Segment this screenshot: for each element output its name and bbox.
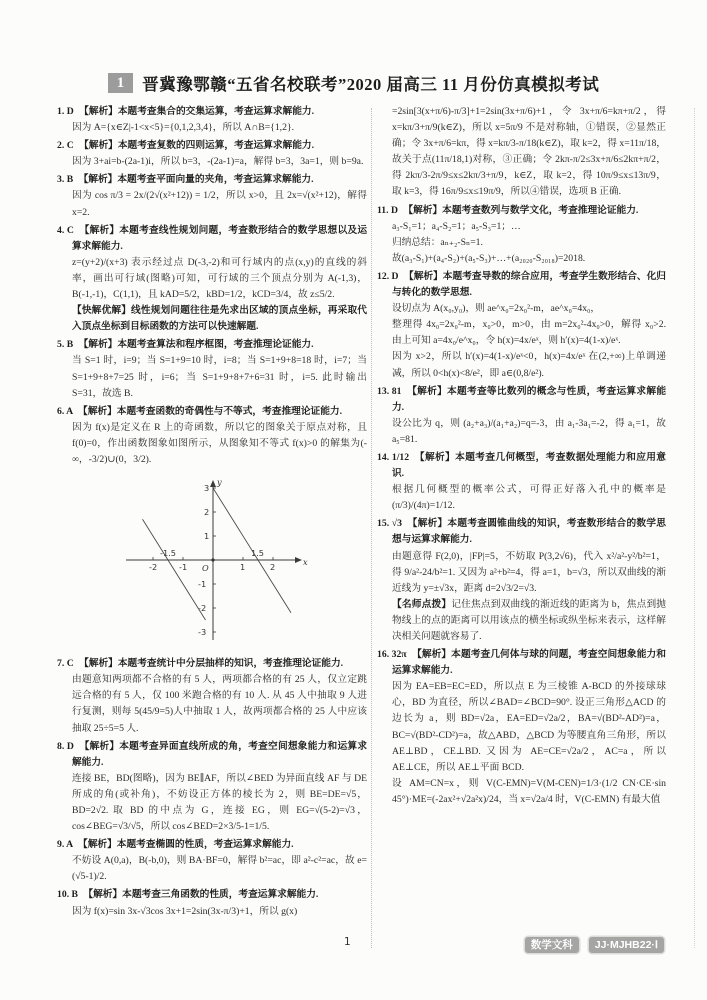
solution-paragraph: 由题意知两项都不合格的有 5 人，两项都合格的有 25 人，仅立定跳远合格的有 5 人，仅 100 米跑合格的有 10 人. 从 45 人中抽取 9 人进行复测，则每 5(45/9=5)人中抽取 1 人，故两项都合格的 25 人中应该抽取 25÷5=5 人. xyxy=(72,674,367,734)
solution-paragraph: =2sin[3(x+π/6)-π/3]+1=2sin(3x+π/6)+1，令 3x+π/6=kπ+π/2，得 x=kπ/3+π/9(k∈Z)，所以 x=5π/9 不是对称轴，①错误，②显然正确；令 3x+π/6=kπ，得 x=kπ/3-π/18(k∈Z)，取 k=2，得 x=11π/18，故关于点(11π/18,1)对称，③正确；令 2kπ-π/2≤3x+π/6≤2kπ+π/2，得 2kπ/3-2π/9≤x≤2kπ/3+π/9，k∈Z，取 k=2，得 10π/9≤x≤13π/9，取 k=3，得 16π/9≤x≤19π/9，所以④错误，选项 B 正确. xyxy=(392,106,666,198)
item-topic: 【解析】本题考查三角函数的性质，考查运算求解能力. xyxy=(83,889,319,901)
subject-badge: 数学文科 xyxy=(525,937,579,953)
origin-point xyxy=(211,558,214,561)
item-number-answer: 12. D xyxy=(377,270,401,282)
y-tick-label: -2 xyxy=(198,603,207,614)
item-head xyxy=(377,647,666,679)
odd-function-graph xyxy=(112,472,312,647)
y-tick-label: -3 xyxy=(198,627,207,638)
answer-item xyxy=(57,887,367,919)
note-label: 【快解优解】 xyxy=(72,305,132,317)
answer-item xyxy=(57,739,367,836)
item-head xyxy=(57,404,367,420)
note-label: 【名师点拨】 xyxy=(392,598,452,610)
y-tick-label: 2 xyxy=(204,507,210,518)
solution-paragraph: 因为 f(x)是定义在 R 上的奇函数，所以它的图象关于原点对称，且 f(0)=0，作出函数图象如图所示，从图象知不等式 f(x)>0 的解集为(-∞，-3/2)∪(0，3/2). xyxy=(72,421,367,465)
item-topic: 【解析】本题考查几何体与球的问题，考查空间想象能力和运算求解能力. xyxy=(392,649,666,677)
item-number-answer: 2. C xyxy=(57,140,77,152)
solution-paragraph: a₃-S₁=1；a₄-S₂=1；a₅-S₃=1；… xyxy=(392,220,521,232)
footer-badges xyxy=(519,935,664,953)
item-number-answer: 14. 1/12 xyxy=(377,451,412,463)
answer-item xyxy=(377,647,666,808)
note-paragraph: 【快解优解】线性规划问题往往是先求出区域的顶点坐标，再采取代入顶点坐标到目标函数的方法可以快速解题. xyxy=(72,305,367,333)
page-title: 晋冀豫鄂赣“五省名校联考”2020 届高三 11 月份仿真模拟考试 xyxy=(142,75,600,94)
item-number-answer: 11. D xyxy=(377,204,401,216)
answer-item xyxy=(57,223,367,336)
item-topic: 【解析】本题考查线性规划问题，考查数形结合的数学思想以及运算求解能力. xyxy=(72,224,368,252)
solution-paragraph: 因为 cos π/3 = 2x/(2√(x²+12)) = 1/2，所以 x>0，且 2x=√(x²+12)，解得 x=2. xyxy=(72,190,367,218)
x-tick-label: 1 xyxy=(240,562,246,573)
item-number-answer: 13. 81 xyxy=(377,385,405,397)
solution-paragraph: 归纳总结：aₙ₊₂-Sₙ=1. xyxy=(392,236,483,248)
right-column xyxy=(377,104,666,810)
item-topic: 【解析】本题考查等比数列的概念与性质，考查运算求解能力. xyxy=(392,385,667,413)
item-head xyxy=(57,223,367,255)
section-number-badge: 1 xyxy=(108,73,134,93)
item-number-answer: 15. √3 xyxy=(377,518,405,530)
solution-paragraph: 设公比为 q，则 (a₂+a₃)/(a₁+a₂)=q=-3，由 a₁-3a₁=-2，得 a₁=1，故 a₅=81. xyxy=(392,417,666,445)
x-axis-label: x xyxy=(303,557,308,568)
item-head xyxy=(377,516,666,548)
y-axis-arrow-icon xyxy=(210,480,216,487)
item-topic: 【解析】本题考查平面向量的夹角，考查运算求解能力. xyxy=(78,174,314,186)
item-number-answer: 8. D xyxy=(57,740,77,752)
item-head xyxy=(57,172,367,188)
answer-item xyxy=(57,138,367,170)
solution-paragraph: 不妨设 A(0,a)，B(-b,0)，则 BA·BF=0，解得 b²=ac，即 a²-c²=ac，故 e=(√5-1)/2. xyxy=(72,855,367,883)
solution-paragraph: 因为 x>2，所以 h′(x)=4(1-x)/eˣ<0，h(x)=4x/eˣ 在(2,+∞)上单调递减，所以 0<h(x)<8/e²，即 a∈(0,8/e²). xyxy=(392,351,666,379)
y-axis-label: y xyxy=(217,477,222,488)
answer-item xyxy=(377,384,666,448)
item-head xyxy=(57,739,367,771)
item-head xyxy=(377,384,666,416)
item-number-answer: 3. B xyxy=(57,174,76,186)
item-number-answer: 6. A xyxy=(57,405,76,417)
item-topic: 【解析】本题考查算法和程序框图，考查推理论证能力. xyxy=(78,339,314,351)
item-number-answer: 4. C xyxy=(57,224,77,236)
answer-item xyxy=(57,837,367,885)
solution-paragraph: 设切点为 A(x₀,y₀)，则 ae^x₀=2x₀²-m，ae^x₀=4x₀， xyxy=(392,303,601,315)
answer-item xyxy=(57,656,367,736)
x-intercept-label: -1.5 xyxy=(160,548,176,559)
solution-paragraph: 根据几何概型的概率公式，可得正好落入孔中的概率是 (π/3)/(4π)=1/12. xyxy=(392,484,666,512)
page-number: 1 xyxy=(344,936,351,948)
answer-item xyxy=(377,203,666,267)
answer-item xyxy=(57,172,367,220)
x-intercept-label: 1.5 xyxy=(251,548,265,559)
item-number-answer: 5. B xyxy=(57,339,76,351)
answer-item xyxy=(377,269,666,382)
solution-paragraph: 整理得 4x₀=2x₀²-m，x₀>0，m>0，由 m=2x₀²-4x₀>0，解得 x₀>2. 由上可知 a=4x₀/e^x₀，令 h(x)=4x/eˣ，则 h′(x)=4(1-x)/eˣ. xyxy=(392,319,666,347)
answer-item xyxy=(377,104,666,201)
solution-paragraph: 因为 EA=EB=EC=ED，所以点 E 为三棱锥 A-BCD 的外接球球心，BD 为直径，所以∠BAD=∠BCD=90°. 设正三角形△ACD 的边长为 a，则 BD=√2a，EA=ED=√2a/2，BA=√(BD²-AD²)=a，BC=√(BD²-CD²)=a，故△ABD，△BCD 为等腰直角三角形，所以 AE⊥BD，CE⊥BD. 又因为 AE=CE=√2a/2，AC=a，所以 AE⊥CE，所以 AE⊥平面 BCD. xyxy=(392,681,666,773)
odd-function-right-branch xyxy=(213,488,291,613)
solution-paragraph: 由题意得 F(2,0)，|FP|=5，不妨取 P(3,2√6)，代入 x²/a²-y²/b²=1，得 9/a²-24/b²=1. 又因为 a²+b²=4，得 a=1，b=√3，所以双曲线的渐近线为 y=±√3x，距离 d=2√3/2=√3. xyxy=(392,550,666,594)
x-axis-arrow-icon xyxy=(295,557,302,563)
solution-paragraph: 设 AM=CN=x，则 V(C-EMN)=V(M-CEN)=1/3·(1/2 CN·CE·sin 45°)·ME=(-2ax²+√2a²x)/24，当 x=√2a/4 时，V(C-EMN) 有最大值 xyxy=(392,777,666,805)
x-tick-label: -2 xyxy=(149,562,158,573)
note-paragraph: 【名师点拨】记住焦点到双曲线的渐近线的距离为 b，焦点到抛物线上的点的距离可以用该点的横坐标或纵坐标来表示，这样解决相关问题就容易了. xyxy=(392,598,666,642)
item-number-answer: 9. A xyxy=(57,839,76,851)
origin-label: O xyxy=(202,563,209,574)
item-head xyxy=(377,203,666,219)
answer-item xyxy=(57,337,367,401)
item-number-answer: 1. D xyxy=(57,106,77,117)
solution-paragraph: 连接 BE，BD(图略)，因为 BE∥AF，所以∠BED 为异面直线 AF 与 DE 所成的角(或补角)，不妨设正方体的棱长为 2，则 BE=DE=√5，BD=2√2. 取 BD 的中点为 G，连接 EG，则 EG=√(5-2)=√3，cos∠BEG=√3/√5，所以 cos∠BED=2×3/5-1=1/5. xyxy=(72,772,367,833)
item-head xyxy=(57,337,367,353)
x-tick-label: 2 xyxy=(270,562,276,573)
column-divider xyxy=(371,108,372,948)
solution-paragraph: 因为 A={x∈Z|-1<x<5}={0,1,2,3,4}，所以 A∩B={1,2}. xyxy=(72,122,295,134)
item-head xyxy=(57,138,367,154)
item-number-answer: 16. 32π xyxy=(377,649,410,661)
item-head xyxy=(57,887,367,903)
solution-paragraph: 因为 f(x)=sin 3x-√3cos 3x+1=2sin(3x-π/3)+1，所以 g(x) xyxy=(72,905,298,917)
solution-paragraph: 因为 3+ai=b-(2a-1)i，所以 b=3，-(2a-1)=a，解得 b=3，3a=1，则 b=9a. xyxy=(72,156,364,168)
item-topic: 【解析】本题考查统计中分层抽样的知识，考查推理论证能力. xyxy=(79,658,344,670)
item-number-answer: 7. C xyxy=(57,658,77,670)
solution-paragraph: z=(y+2)/(x+3) 表示经过点 D(-3,-2)和可行域内的点(x,y)的直线的斜率，画出可行域(图略)可知，可行域的三个顶点分别为 A(-1,3)，B(-1,-1)，C(1,1)，且 kAD=5/2，kBD=1/2，kCD=3/4，故 z≤5/2. xyxy=(72,256,367,301)
x-tick-label: -1 xyxy=(179,562,188,573)
item-number-answer: 10. B xyxy=(57,889,81,901)
answer-item xyxy=(377,516,666,645)
y-tick-label: 1 xyxy=(204,531,210,542)
item-topic: 【解析】本题考查集合的交集运算，考查运算求解能力. xyxy=(79,106,315,117)
item-topic: 【解析】本题考查数列与数学文化，考查推理论证能力. xyxy=(403,204,639,216)
function-graph-figure xyxy=(57,472,367,653)
solution-paragraph: 当 S=1 时，i=9；当 S=1+9=10 时，i=8；当 S=1+9+8=18 时，i=7；当 S=1+9+8+7=25 时，i=6；当 S=1+9+8+7+6=31 时，i=5. 此时输出 S=31，故选 B. xyxy=(72,355,367,399)
item-topic: 【解析】本题考查复数的四则运算，考查运算求解能力. xyxy=(79,140,315,152)
item-topic: 【解析】本题考查函数的奇偶性与不等式，考查推理论证能力. xyxy=(78,405,343,417)
item-head xyxy=(57,104,367,120)
left-column xyxy=(57,104,367,922)
item-head xyxy=(57,656,367,672)
item-topic: 【解析】本题考查导数的综合应用，考查学生数形结合、化归与转化的数学思想. xyxy=(392,270,666,299)
item-head xyxy=(377,269,666,301)
answer-item xyxy=(57,104,367,136)
item-topic: 【解析】本题考查异面直线所成的角，考查空间想象能力和运算求解能力. xyxy=(72,740,368,768)
page-header xyxy=(0,71,707,95)
solution-paragraph: 故(a₃-S₁)+(a₄-S₂)+(a₅-S₃)+…+(a₂₀₂₀-S₂₀₁₈)=2018. xyxy=(392,252,586,264)
item-head xyxy=(57,837,367,853)
page-edge-rule xyxy=(694,108,695,948)
item-topic: 【解析】本题考查圆锥曲线的知识，考查数形结合的数学思想与运算求解能力. xyxy=(392,518,666,546)
answer-item xyxy=(377,450,666,514)
answer-item xyxy=(57,404,367,653)
item-topic: 【解析】本题考查几何概型，考查数据处理能力和应用意识. xyxy=(392,451,666,480)
paper-code-badge: JJ·MJHB22·Ⅰ xyxy=(589,937,664,953)
y-tick-label: -1 xyxy=(198,579,207,590)
item-topic: 【解析】本题考查椭圆的性质，考查运算求解能力. xyxy=(78,839,294,851)
item-head xyxy=(377,450,666,482)
y-tick-label: 3 xyxy=(204,483,210,494)
